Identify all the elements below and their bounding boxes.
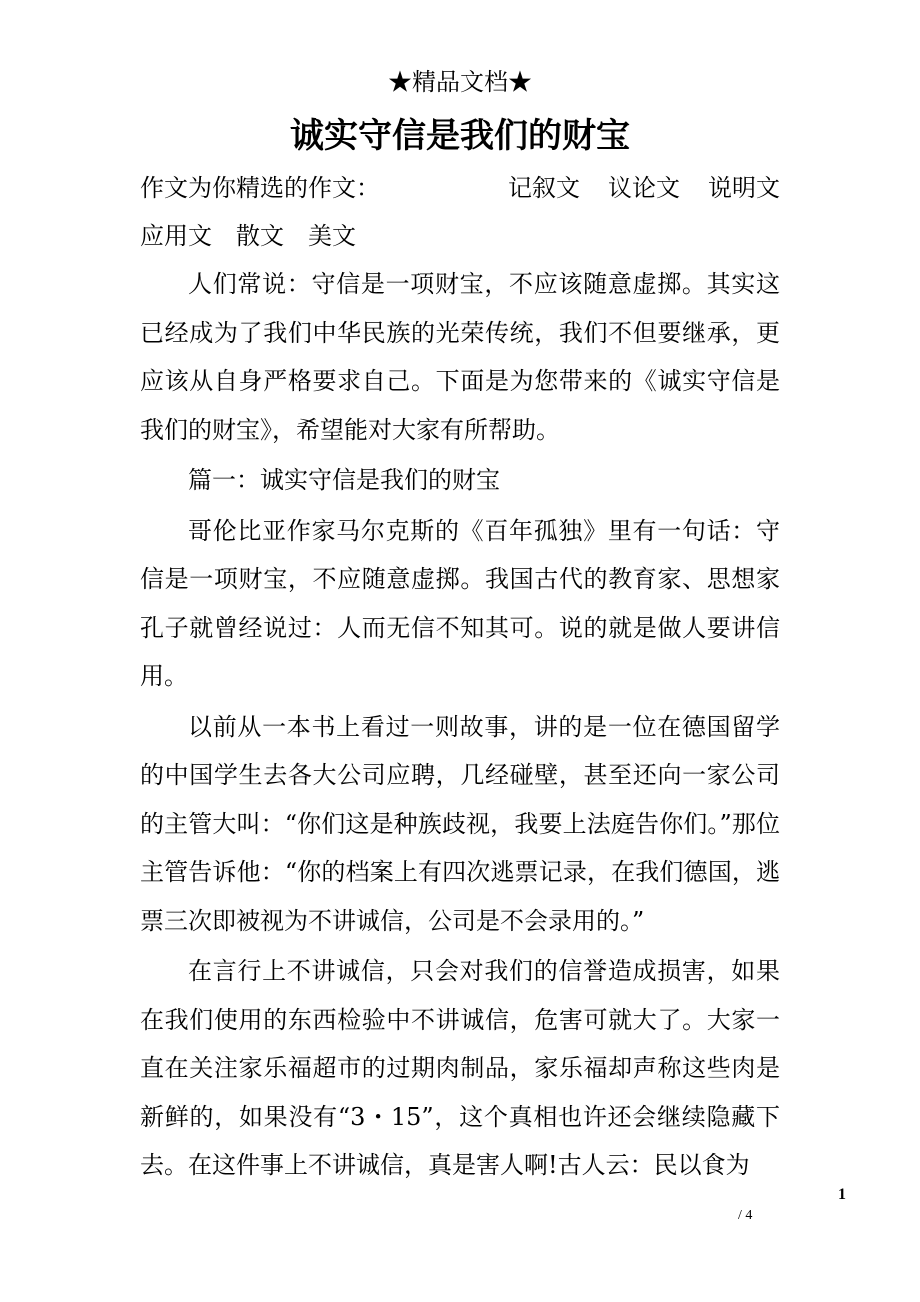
page-number: 1: [838, 1186, 846, 1203]
category-link[interactable]: 记叙文: [508, 174, 580, 202]
category-list: [508, 164, 780, 212]
category-link[interactable]: 议论文: [608, 174, 680, 202]
category-link[interactable]: 散文: [236, 222, 284, 250]
document-body: [140, 164, 780, 1190]
category-link[interactable]: 美文: [308, 222, 356, 250]
paragraph: 以前从一本书上看过一则故事，讲的是一位在德国留学的中国学生去各大公司应聘，几经碰壁，甚至还向一家公司的主管大叫：“你们这是种族歧视，我要上法庭告你们。”那位主管告诉他：“你的档案上有四次逃票记录，在我们德国，逃票三次即被视为不讲诚信，公司是不会录用的。”: [140, 712, 780, 935]
section-heading: 篇一：诚实守信是我们的财宝: [188, 466, 500, 494]
document-title: 诚实守信是我们的财宝: [290, 116, 630, 156]
category-link[interactable]: 应用文: [140, 222, 212, 250]
paragraph: 哥伦比亚作家马尔克斯的《百年孤独》里有一句话：守信是一项财宝，不应随意虚掷。我国古代的教育家、思想家孔子就曾经说过：人而无信不知其可。说的就是做人要讲信用。: [140, 516, 780, 690]
category-row-2: [140, 212, 780, 260]
header-mark: ★精品文档★: [388, 68, 532, 96]
category-row: [140, 164, 780, 212]
category-link[interactable]: 说明文: [708, 174, 780, 202]
page-total: / 4: [738, 1208, 753, 1223]
paragraph: 在言行上不讲诚信，只会对我们的信誉造成损害，如果在我们使用的东西检验中不讲诚信，危害可就大了。大家一直在关注家乐福超市的过期肉制品，家乐福却声称这些肉是新鲜的，如果没有“3・15”，这个真相也许还会继续隐藏下去。在这件事上不讲诚信，真是害人啊!古人云：民以食为: [140, 957, 780, 1179]
paragraph: 人们常说：守信是一项财宝，不应该随意虚掷。其实这已经成为了我们中华民族的光荣传统，我们不但要继承，更应该从自身严格要求自己。下面是为您带来的《诚实守信是我们的财宝》，希望能对大家有所帮助。: [140, 270, 780, 444]
category-prefix: 作文为你精选的作文：: [140, 174, 380, 202]
